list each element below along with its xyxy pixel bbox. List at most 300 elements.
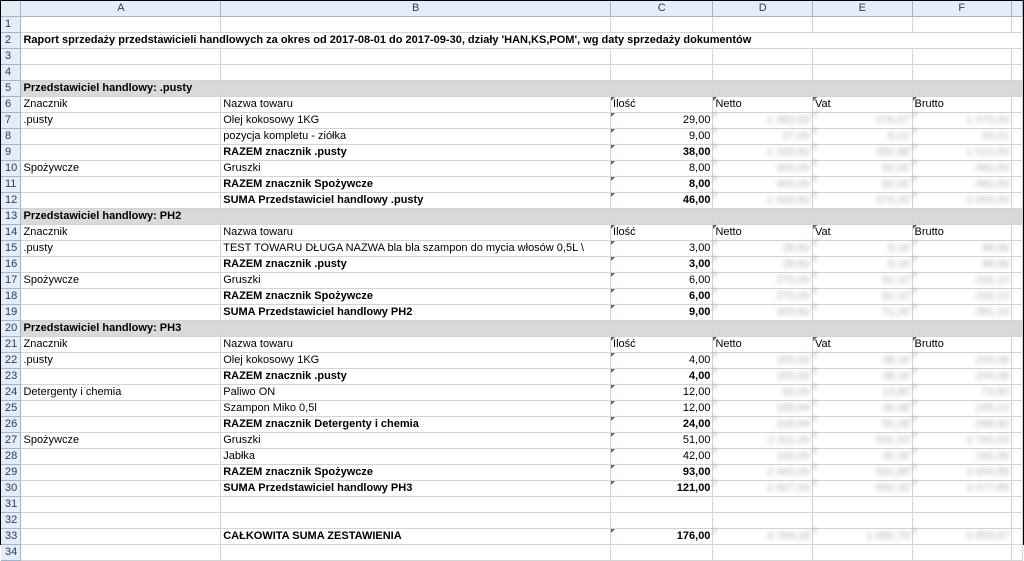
vat-cell[interactable]: 6,21 bbox=[812, 129, 912, 145]
tag-cell[interactable]: .pusty bbox=[21, 241, 221, 257]
spreadsheet-grid bbox=[1, 1, 1023, 561]
empty-cell[interactable] bbox=[1012, 337, 1023, 353]
empty-cell[interactable] bbox=[221, 513, 611, 529]
empty-cell[interactable] bbox=[1012, 401, 1023, 417]
empty-cell[interactable] bbox=[1012, 481, 1023, 497]
row-header[interactable]: 6 bbox=[1, 97, 21, 113]
netto-cell[interactable]: 270,00 bbox=[713, 273, 813, 289]
quantity-cell[interactable]: 8,00 bbox=[611, 161, 713, 177]
vat-cell[interactable]: 1 095,79 bbox=[812, 529, 912, 545]
empty-cell[interactable] bbox=[21, 49, 221, 65]
product-name-cell[interactable]: RAZEM znacznik Spożywcze bbox=[221, 177, 611, 193]
quantity-cell[interactable]: 8,00 bbox=[611, 177, 713, 193]
sheet-row-7 bbox=[1, 113, 1023, 129]
row-header[interactable]: 14 bbox=[1, 225, 21, 241]
row-header[interactable]: 1 bbox=[1, 17, 21, 33]
product-name-cell[interactable]: Olej kokosowy 1KG bbox=[221, 353, 611, 369]
sheet-row-21 bbox=[1, 337, 1023, 353]
row-header[interactable]: 3 bbox=[1, 49, 21, 65]
empty-cell[interactable] bbox=[1012, 113, 1023, 129]
row-header[interactable]: 27 bbox=[1, 433, 21, 449]
empty-cell[interactable] bbox=[1012, 65, 1023, 81]
vat-cell[interactable]: 30,36 bbox=[812, 449, 912, 465]
vat-cell[interactable]: 71,26 bbox=[812, 305, 912, 321]
header-cell-nazwa[interactable]: Nazwa towaru bbox=[221, 225, 611, 241]
empty-cell[interactable] bbox=[1012, 97, 1023, 113]
brutto-cell[interactable]: 2 742,53 bbox=[912, 433, 1012, 449]
empty-cell[interactable] bbox=[1012, 225, 1023, 241]
empty-cell[interactable] bbox=[912, 17, 1012, 33]
empty-cell[interactable] bbox=[812, 513, 912, 529]
netto-cell[interactable]: 165,92 bbox=[713, 353, 813, 369]
tag-cell[interactable] bbox=[21, 129, 221, 145]
row-header[interactable]: 32 bbox=[1, 513, 21, 529]
header-cell-znacznik[interactable]: Znacznik bbox=[21, 225, 221, 241]
column-header-e[interactable]: E bbox=[812, 1, 912, 17]
sheet-row-3 bbox=[1, 49, 1023, 65]
column-header-c[interactable]: C bbox=[611, 1, 713, 17]
quantity-cell[interactable]: 6,00 bbox=[611, 289, 713, 305]
brutto-cell[interactable]: 462,00 bbox=[912, 177, 1012, 193]
brutto-cell[interactable]: 3 004,89 bbox=[912, 465, 1012, 481]
tag-cell[interactable] bbox=[21, 481, 221, 497]
brutto-cell[interactable]: 162,36 bbox=[912, 449, 1012, 465]
empty-cell[interactable] bbox=[1012, 385, 1023, 401]
netto-cell[interactable]: 2 827,56 bbox=[713, 481, 813, 497]
quantity-cell[interactable]: 51,00 bbox=[611, 433, 713, 449]
product-name-cell[interactable]: RAZEM znacznik .pusty bbox=[221, 257, 611, 273]
product-name-cell[interactable]: SUMA Przedstawiciel handlowy PH3 bbox=[221, 481, 611, 497]
netto-cell[interactable]: 60,00 bbox=[713, 385, 813, 401]
section-fill-cell[interactable] bbox=[1012, 209, 1023, 225]
brutto-cell[interactable]: 195,12 bbox=[912, 401, 1012, 417]
vat-cell[interactable]: 9,16 bbox=[812, 257, 912, 273]
quantity-cell[interactable]: 46,00 bbox=[611, 193, 713, 209]
row-header[interactable]: 26 bbox=[1, 417, 21, 433]
vat-cell[interactable]: 38,16 bbox=[812, 369, 912, 385]
empty-cell[interactable] bbox=[812, 49, 912, 65]
brutto-cell[interactable]: 73,80 bbox=[912, 385, 1012, 401]
row-header[interactable]: 15 bbox=[1, 241, 21, 257]
column-header-f[interactable]: F bbox=[912, 1, 1012, 17]
product-name-cell[interactable]: RAZEM znacznik .pusty bbox=[221, 369, 611, 385]
tag-cell[interactable] bbox=[21, 529, 221, 545]
header-cell-brutto[interactable]: Brutto bbox=[912, 97, 1012, 113]
tag-cell[interactable]: .pusty bbox=[21, 353, 221, 369]
empty-cell[interactable] bbox=[1012, 433, 1023, 449]
empty-cell[interactable] bbox=[713, 49, 813, 65]
section-fill-cell[interactable] bbox=[1012, 81, 1023, 97]
empty-cell[interactable] bbox=[221, 17, 611, 33]
quantity-cell[interactable]: 93,00 bbox=[611, 465, 713, 481]
product-name-cell[interactable]: Jabłka bbox=[221, 449, 611, 465]
empty-cell[interactable] bbox=[611, 49, 713, 65]
header-cell-vat[interactable]: Vat bbox=[812, 337, 912, 353]
brutto-cell[interactable]: 332,10 bbox=[912, 273, 1012, 289]
netto-cell[interactable]: 270,00 bbox=[713, 289, 813, 305]
empty-cell[interactable] bbox=[1012, 241, 1023, 257]
empty-cell[interactable] bbox=[1012, 17, 1023, 33]
row-header[interactable]: 22 bbox=[1, 353, 21, 369]
sheet-row-23 bbox=[1, 369, 1023, 385]
brutto-cell[interactable]: 268,92 bbox=[912, 417, 1012, 433]
empty-cell[interactable] bbox=[713, 513, 813, 529]
vat-cell[interactable]: 62,00 bbox=[812, 161, 912, 177]
vat-cell[interactable]: 13,80 bbox=[812, 385, 912, 401]
quantity-cell[interactable]: 3,00 bbox=[611, 257, 713, 273]
tag-cell[interactable] bbox=[21, 145, 221, 161]
vat-cell[interactable]: 561,89 bbox=[812, 465, 912, 481]
brutto-cell[interactable]: 2 004,00 bbox=[912, 193, 1012, 209]
brutto-cell[interactable]: 332,10 bbox=[912, 289, 1012, 305]
header-cell-netto[interactable]: Netto bbox=[713, 225, 813, 241]
empty-cell[interactable] bbox=[1012, 289, 1023, 305]
row-header[interactable]: 19 bbox=[1, 305, 21, 321]
empty-cell[interactable] bbox=[221, 497, 611, 513]
empty-cell[interactable] bbox=[1012, 417, 1023, 433]
sheet-row-27 bbox=[1, 433, 1023, 449]
product-name-cell[interactable]: Szampon Miko 0,5l bbox=[221, 401, 611, 417]
empty-cell[interactable] bbox=[912, 497, 1012, 513]
empty-cell[interactable] bbox=[912, 513, 1012, 529]
row-header[interactable]: 33 bbox=[1, 529, 21, 545]
sheet-row-5 bbox=[1, 81, 1023, 97]
empty-cell[interactable] bbox=[21, 17, 221, 33]
section-fill-cell[interactable] bbox=[221, 81, 611, 97]
quantity-cell[interactable]: 38,00 bbox=[611, 145, 713, 161]
empty-cell[interactable] bbox=[21, 513, 221, 529]
section-fill-cell[interactable] bbox=[812, 81, 912, 97]
sheet-row-22 bbox=[1, 353, 1023, 369]
sheet-row-32 bbox=[1, 513, 1023, 529]
empty-cell[interactable] bbox=[1012, 161, 1023, 177]
empty-cell[interactable] bbox=[21, 545, 221, 561]
product-name-cell[interactable]: Gruszki bbox=[221, 273, 611, 289]
section-fill-cell[interactable] bbox=[713, 81, 813, 97]
quantity-cell[interactable]: 12,00 bbox=[611, 385, 713, 401]
row-header[interactable]: 5 bbox=[1, 81, 21, 97]
sheet-row-29 bbox=[1, 465, 1023, 481]
sheet-row-17 bbox=[1, 273, 1023, 289]
column-header-g[interactable] bbox=[1012, 1, 1023, 17]
product-name-cell[interactable]: RAZEM znacznik Detergenty i chemia bbox=[221, 417, 611, 433]
vat-cell[interactable]: 9,16 bbox=[812, 241, 912, 257]
section-fill-cell[interactable] bbox=[611, 81, 713, 97]
header-cell-netto[interactable]: Netto bbox=[713, 337, 813, 353]
empty-cell[interactable] bbox=[1012, 257, 1023, 273]
product-name-cell[interactable]: RAZEM znacznik .pusty bbox=[221, 145, 611, 161]
sheet-row-28 bbox=[1, 449, 1023, 465]
section-header-cell[interactable]: Przedstawiciel handlowy: .pusty bbox=[21, 81, 221, 97]
quantity-cell[interactable]: 12,00 bbox=[611, 401, 713, 417]
quantity-cell[interactable]: 121,00 bbox=[611, 481, 713, 497]
sheet-row-20 bbox=[1, 321, 1023, 337]
header-cell-vat[interactable]: Vat bbox=[812, 225, 912, 241]
empty-cell[interactable] bbox=[21, 65, 221, 81]
empty-cell[interactable] bbox=[611, 65, 713, 81]
product-name-cell[interactable]: Gruszki bbox=[221, 161, 611, 177]
product-name-cell[interactable]: Gruszki bbox=[221, 433, 611, 449]
sheet-row-26 bbox=[1, 417, 1023, 433]
tag-cell[interactable] bbox=[21, 305, 221, 321]
column-header-a[interactable]: A bbox=[21, 1, 221, 17]
empty-cell[interactable] bbox=[611, 497, 713, 513]
netto-cell[interactable]: 1 626,82 bbox=[713, 193, 813, 209]
vat-cell[interactable]: 531,53 bbox=[812, 433, 912, 449]
empty-cell[interactable] bbox=[912, 65, 1012, 81]
section-fill-cell[interactable] bbox=[912, 321, 1012, 337]
tag-cell[interactable]: Spożywcze bbox=[21, 161, 221, 177]
empty-cell[interactable] bbox=[1012, 177, 1023, 193]
empty-cell[interactable] bbox=[221, 49, 611, 65]
row-header[interactable]: 34 bbox=[1, 545, 21, 561]
section-header-cell[interactable]: Przedstawiciel handlowy: PH2 bbox=[21, 209, 221, 225]
empty-cell[interactable] bbox=[713, 545, 813, 561]
brutto-cell[interactable]: 1 512,00 bbox=[912, 145, 1012, 161]
row-header[interactable]: 10 bbox=[1, 161, 21, 177]
empty-cell[interactable] bbox=[1012, 449, 1023, 465]
section-fill-cell[interactable] bbox=[812, 209, 912, 225]
empty-cell[interactable] bbox=[21, 497, 221, 513]
empty-cell[interactable] bbox=[611, 513, 713, 529]
quantity-cell[interactable]: 4,00 bbox=[611, 353, 713, 369]
vat-cell[interactable]: 36,48 bbox=[812, 401, 912, 417]
tag-cell[interactable]: Spożywcze bbox=[21, 433, 221, 449]
empty-cell[interactable] bbox=[1012, 193, 1023, 209]
tag-cell[interactable] bbox=[21, 449, 221, 465]
netto-cell[interactable]: 309,80 bbox=[713, 305, 813, 321]
header-cell-brutto[interactable]: Brutto bbox=[912, 225, 1012, 241]
column-header-b[interactable]: B bbox=[221, 1, 611, 17]
column-header-row bbox=[1, 1, 1023, 17]
header-cell-vat[interactable]: Vat bbox=[812, 97, 912, 113]
quantity-cell[interactable]: 29,00 bbox=[611, 113, 713, 129]
empty-cell[interactable] bbox=[713, 497, 813, 513]
netto-cell[interactable]: 1 226,82 bbox=[713, 145, 813, 161]
vat-cell[interactable]: 374,20 bbox=[812, 193, 912, 209]
netto-cell[interactable]: 4 764,18 bbox=[713, 529, 813, 545]
quantity-cell[interactable]: 24,00 bbox=[611, 417, 713, 433]
product-name-cell[interactable]: pozycja kompletu - ziółka bbox=[221, 129, 611, 145]
brutto-cell[interactable]: 204,08 bbox=[912, 369, 1012, 385]
section-fill-cell[interactable] bbox=[812, 321, 912, 337]
brutto-cell[interactable]: 48,96 bbox=[912, 241, 1012, 257]
row-header[interactable]: 8 bbox=[1, 129, 21, 145]
quantity-cell[interactable]: 9,00 bbox=[611, 129, 713, 145]
brutto-cell[interactable]: 381,16 bbox=[912, 305, 1012, 321]
brutto-cell[interactable]: 5 859,97 bbox=[912, 529, 1012, 545]
empty-cell[interactable] bbox=[611, 17, 713, 33]
select-all-corner[interactable] bbox=[1, 1, 21, 17]
tag-cell[interactable] bbox=[21, 417, 221, 433]
tag-cell[interactable]: Spożywcze bbox=[21, 273, 221, 289]
vat-cell[interactable]: 62,10 bbox=[812, 273, 912, 289]
row-header[interactable]: 31 bbox=[1, 497, 21, 513]
netto-cell[interactable]: 218,64 bbox=[713, 417, 813, 433]
row-header[interactable]: 30 bbox=[1, 481, 21, 497]
empty-cell[interactable] bbox=[912, 545, 1012, 561]
tag-cell[interactable] bbox=[21, 369, 221, 385]
row-header[interactable]: 16 bbox=[1, 257, 21, 273]
quantity-cell[interactable]: 9,00 bbox=[611, 305, 713, 321]
quantity-cell[interactable]: 42,00 bbox=[611, 449, 713, 465]
empty-cell[interactable] bbox=[812, 65, 912, 81]
row-header[interactable]: 17 bbox=[1, 273, 21, 289]
row-header[interactable]: 20 bbox=[1, 321, 21, 337]
section-header-cell[interactable]: Przedstawiciel handlowy: PH3 bbox=[21, 321, 221, 337]
brutto-cell[interactable]: 48,96 bbox=[912, 257, 1012, 273]
netto-cell[interactable]: 39,80 bbox=[713, 257, 813, 273]
netto-cell[interactable]: 400,00 bbox=[713, 161, 813, 177]
netto-cell[interactable]: 158,64 bbox=[713, 401, 813, 417]
empty-cell[interactable] bbox=[1012, 497, 1023, 513]
empty-cell[interactable] bbox=[812, 17, 912, 33]
sheet-row-6 bbox=[1, 97, 1023, 113]
sheet-row-13 bbox=[1, 209, 1023, 225]
row-header[interactable]: 4 bbox=[1, 65, 21, 81]
tag-cell[interactable] bbox=[21, 401, 221, 417]
row-header[interactable]: 29 bbox=[1, 465, 21, 481]
empty-cell[interactable] bbox=[1012, 545, 1023, 561]
sheet-row-2 bbox=[1, 33, 1023, 49]
product-name-cell[interactable]: RAZEM znacznik Spożywcze bbox=[221, 289, 611, 305]
header-cell-brutto[interactable]: Brutto bbox=[912, 337, 1012, 353]
vat-cell[interactable]: 50,28 bbox=[812, 417, 912, 433]
tag-cell[interactable] bbox=[21, 465, 221, 481]
product-name-cell[interactable]: SUMA Przedstawiciel handlowy .pusty bbox=[221, 193, 611, 209]
sheet-row-11 bbox=[1, 177, 1023, 193]
tag-cell[interactable] bbox=[21, 193, 221, 209]
sheet-row-10 bbox=[1, 161, 1023, 177]
vat-cell[interactable]: 62,10 bbox=[812, 289, 912, 305]
netto-cell[interactable]: 165,92 bbox=[713, 369, 813, 385]
empty-cell[interactable] bbox=[1012, 305, 1023, 321]
row-header[interactable]: 23 bbox=[1, 369, 21, 385]
header-cell-znacznik[interactable]: Znacznik bbox=[21, 337, 221, 353]
row-header[interactable]: 9 bbox=[1, 145, 21, 161]
product-name-cell[interactable]: TEST TOWARU DŁUGA NAZWA bla bla szampon do mycia włosów 0,5L \ bbox=[221, 241, 611, 257]
empty-cell[interactable] bbox=[812, 497, 912, 513]
row-header[interactable]: 11 bbox=[1, 177, 21, 193]
row-header[interactable]: 7 bbox=[1, 113, 21, 129]
product-name-cell[interactable]: CAŁKOWITA SUMA ZESTAWIENIA bbox=[221, 529, 611, 545]
empty-cell[interactable] bbox=[611, 545, 713, 561]
column-header-d[interactable]: D bbox=[713, 1, 813, 17]
netto-cell[interactable]: 1 383,83 bbox=[713, 113, 813, 129]
empty-cell[interactable] bbox=[1012, 369, 1023, 385]
report-title-cell[interactable]: Raport sprzedaży przedstawicieli handlowych za okres od 2017-08-01 do 2017-09-30, działy 'HAN,KS,POM', wg daty sprzedaży dokumentów bbox=[21, 33, 1023, 49]
product-name-cell[interactable]: RAZEM znacznik Spożywcze bbox=[221, 465, 611, 481]
section-fill-cell[interactable] bbox=[912, 81, 1012, 97]
empty-cell[interactable] bbox=[1012, 145, 1023, 161]
product-name-cell[interactable]: Paliwo ON bbox=[221, 385, 611, 401]
empty-cell[interactable] bbox=[221, 545, 611, 561]
header-cell-ilosc[interactable]: Ilość bbox=[611, 97, 713, 113]
row-header[interactable]: 13 bbox=[1, 209, 21, 225]
brutto-cell[interactable]: 462,00 bbox=[912, 161, 1012, 177]
netto-cell[interactable]: 2 443,00 bbox=[713, 465, 813, 481]
netto-cell[interactable]: 39,80 bbox=[713, 241, 813, 257]
vat-cell[interactable]: 276,67 bbox=[812, 113, 912, 129]
netto-cell[interactable]: 132,00 bbox=[713, 449, 813, 465]
sheet-row-12 bbox=[1, 193, 1023, 209]
brutto-cell[interactable]: 33,21 bbox=[912, 129, 1012, 145]
empty-cell[interactable] bbox=[1012, 529, 1023, 545]
empty-cell[interactable] bbox=[1012, 49, 1023, 65]
row-header[interactable]: 18 bbox=[1, 289, 21, 305]
empty-cell[interactable] bbox=[713, 17, 813, 33]
vat-cell[interactable]: 38,16 bbox=[812, 353, 912, 369]
netto-cell[interactable]: 27,00 bbox=[713, 129, 813, 145]
empty-cell[interactable] bbox=[1012, 129, 1023, 145]
tag-cell[interactable] bbox=[21, 177, 221, 193]
row-header[interactable]: 21 bbox=[1, 337, 21, 353]
vat-cell[interactable]: 62,00 bbox=[812, 177, 912, 193]
row-header[interactable]: 2 bbox=[1, 33, 21, 49]
quantity-cell[interactable]: 4,00 bbox=[611, 369, 713, 385]
quantity-cell[interactable]: 176,00 bbox=[611, 529, 713, 545]
brutto-cell[interactable]: 1 470,00 bbox=[912, 113, 1012, 129]
netto-cell[interactable]: 400,00 bbox=[713, 177, 813, 193]
netto-cell[interactable]: 2 311,00 bbox=[713, 433, 813, 449]
row-header[interactable]: 28 bbox=[1, 449, 21, 465]
sheet-row-30 bbox=[1, 481, 1023, 497]
header-cell-nazwa[interactable]: Nazwa towaru bbox=[221, 97, 611, 113]
section-fill-cell[interactable] bbox=[221, 321, 611, 337]
tag-cell[interactable]: .pusty bbox=[21, 113, 221, 129]
section-fill-cell[interactable] bbox=[912, 209, 1012, 225]
section-fill-cell[interactable] bbox=[713, 321, 813, 337]
empty-cell[interactable] bbox=[713, 65, 813, 81]
section-fill-cell[interactable] bbox=[611, 321, 713, 337]
empty-cell[interactable] bbox=[221, 65, 611, 81]
sheet-row-8 bbox=[1, 129, 1023, 145]
empty-cell[interactable] bbox=[1012, 465, 1023, 481]
vat-cell[interactable]: 650,33 bbox=[812, 481, 912, 497]
brutto-cell[interactable]: 204,08 bbox=[912, 353, 1012, 369]
empty-cell[interactable] bbox=[812, 545, 912, 561]
row-header[interactable]: 24 bbox=[1, 385, 21, 401]
sheet-row-24 bbox=[1, 385, 1023, 401]
quantity-cell[interactable]: 6,00 bbox=[611, 273, 713, 289]
row-header[interactable]: 25 bbox=[1, 401, 21, 417]
section-fill-cell[interactable] bbox=[713, 209, 813, 225]
sheet-row-19 bbox=[1, 305, 1023, 321]
product-name-cell[interactable]: Olej kokosowy 1KG bbox=[221, 113, 611, 129]
header-cell-netto[interactable]: Netto bbox=[713, 97, 813, 113]
section-fill-cell[interactable] bbox=[1012, 321, 1023, 337]
empty-cell[interactable] bbox=[1012, 513, 1023, 529]
quantity-cell[interactable]: 3,00 bbox=[611, 241, 713, 257]
tag-cell[interactable] bbox=[21, 257, 221, 273]
header-cell-znacznik[interactable]: Znacznik bbox=[21, 97, 221, 113]
row-header[interactable]: 12 bbox=[1, 193, 21, 209]
section-fill-cell[interactable] bbox=[611, 209, 713, 225]
header-cell-nazwa[interactable]: Nazwa towaru bbox=[221, 337, 611, 353]
empty-cell[interactable] bbox=[912, 49, 1012, 65]
empty-cell[interactable] bbox=[1012, 273, 1023, 289]
tag-cell[interactable] bbox=[21, 289, 221, 305]
product-name-cell[interactable]: SUMA Przedstawiciel handlowy PH2 bbox=[221, 305, 611, 321]
section-fill-cell[interactable] bbox=[221, 209, 611, 225]
vat-cell[interactable]: 282,88 bbox=[812, 145, 912, 161]
header-cell-ilosc[interactable]: Ilość bbox=[611, 225, 713, 241]
sheet-row-9 bbox=[1, 145, 1023, 161]
header-cell-ilosc[interactable]: Ilość bbox=[611, 337, 713, 353]
tag-cell[interactable]: Detergenty i chemia bbox=[21, 385, 221, 401]
empty-cell[interactable] bbox=[1012, 353, 1023, 369]
brutto-cell[interactable]: 3 477,89 bbox=[912, 481, 1012, 497]
